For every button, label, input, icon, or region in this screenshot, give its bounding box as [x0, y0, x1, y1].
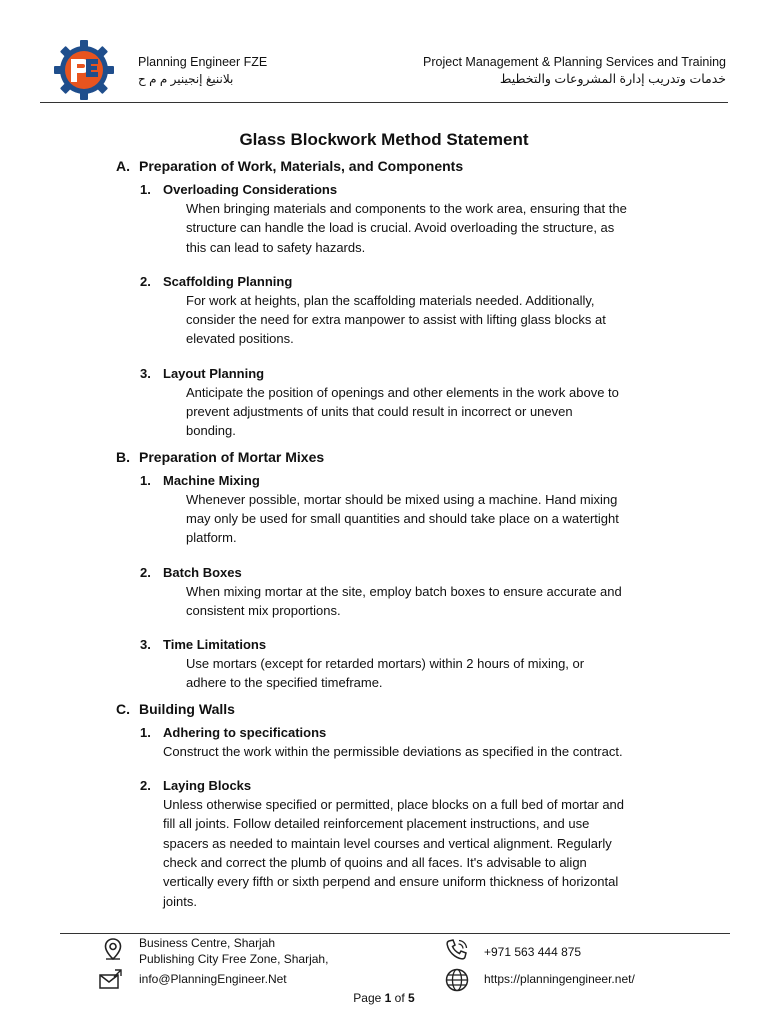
section-title: Preparation of Work, Materials, and Components: [139, 158, 464, 174]
website-link[interactable]: https://planningengineer.net/: [484, 972, 635, 986]
item-heading: [140, 471, 768, 490]
page-total: 5: [408, 991, 415, 1005]
text-line: this can lead to safety hazards.: [186, 239, 366, 255]
envelope-icon: [98, 967, 124, 993]
section-title: Building Walls: [139, 700, 235, 717]
text-line: adhere to the specified timeframe.: [186, 675, 383, 691]
company-logo: [52, 38, 116, 102]
page-current: 1: [384, 991, 392, 1005]
section-heading: [116, 156, 768, 176]
company-name-en: Planning Engineer FZE: [138, 55, 268, 69]
item-title: Laying Blocks: [163, 778, 252, 794]
company-name-ar: بلاننيغ إنجينير م م ح: [138, 72, 234, 86]
page-of-label: of: [394, 991, 405, 1005]
item-number: 1.: [140, 724, 151, 740]
item-body: [186, 582, 682, 621]
text-line: Unless otherwise specified or permitted, place blocks on a full bed of mortar and: [163, 797, 625, 813]
page-label: Page: [353, 991, 382, 1005]
item-number: 2.: [140, 564, 151, 580]
list-item: [0, 471, 768, 548]
list-item: [0, 272, 768, 349]
section-heading: [116, 447, 768, 467]
section-a: [0, 156, 768, 441]
item-body: [186, 490, 682, 548]
item-heading: [140, 272, 768, 291]
text-line: Anticipate the position of openings and other elements in the work above to: [186, 384, 619, 400]
globe-icon: [444, 967, 470, 993]
document-title: Glass Blockwork Method Statement: [239, 130, 529, 149]
section-heading: [116, 699, 768, 719]
item-number: 3.: [140, 365, 151, 381]
item-title: Scaffolding Planning: [163, 273, 293, 289]
item-body: [186, 383, 682, 441]
item-body: [186, 654, 682, 693]
list-item: [0, 635, 768, 693]
list-item: [0, 180, 768, 257]
location-pin-icon: [100, 937, 126, 963]
text-line: When mixing mortar at the site, employ batch boxes to ensure accurate and: [186, 583, 622, 599]
item-heading: [140, 180, 768, 199]
text-line: elevated positions.: [186, 331, 294, 347]
item-body: [163, 795, 683, 911]
phone-number[interactable]: +971 563 444 875: [484, 945, 582, 959]
item-body: [186, 291, 682, 349]
list-item: [0, 723, 768, 761]
header-divider: [40, 102, 728, 103]
footer-divider: [60, 933, 730, 934]
text-line: vertically every fifth or sixth perpend and ensure uniform thickness of horizontal: [163, 874, 619, 890]
section-title: Preparation of Mortar Mixes: [139, 448, 325, 465]
list-item: [0, 364, 768, 441]
text-line: bonding.: [186, 423, 236, 439]
text-line: check and correct the plumb of quoins and all faces. It's advisable to align: [163, 854, 587, 870]
item-number: 2.: [140, 273, 151, 289]
text-line: For work at heights, plan the scaffolding materials needed. Additionally,: [186, 292, 595, 308]
item-title: Layout Planning: [163, 365, 265, 381]
text-line: structure can handle the load is crucial. Avoid overloading the structure, as: [186, 220, 615, 236]
text-line: consider the need for extra manpower to assist with lifting glass blocks at: [186, 312, 606, 328]
item-number: 1.: [140, 472, 151, 488]
phone-icon: [444, 937, 470, 963]
item-title: Time Limitations: [163, 637, 267, 653]
text-line: prevent adjustments of units that could result in incorrect or uneven: [186, 404, 573, 420]
item-heading: [140, 563, 768, 582]
item-number: 2.: [140, 778, 151, 794]
item-body: [163, 742, 683, 761]
item-title: Batch Boxes: [163, 564, 242, 580]
item-heading: [140, 364, 768, 383]
text-line: may only be used for small quantities and should take place on a watertight: [186, 510, 619, 526]
text-line: Use mortars (except for retarded mortars) within 2 hours of mixing, or: [186, 656, 585, 672]
section-b: [0, 447, 768, 693]
email-link[interactable]: info@PlanningEngineer.Net: [139, 972, 287, 986]
text-line: Construct the work within the permissible deviations as specified in the contract.: [163, 743, 623, 759]
text-line: When bringing materials and components to the work area, ensuring that the: [186, 201, 627, 216]
section-c: [0, 699, 768, 911]
document-body: [0, 156, 768, 911]
item-body: [186, 199, 682, 257]
item-title: Adhering to specifications: [163, 724, 327, 740]
item-title: Overloading Considerations: [163, 182, 338, 197]
page-number: [0, 991, 768, 1005]
address-block: [139, 935, 328, 967]
text-line: spacers as needed to maintain level courses and vertical alignment. Regularly: [163, 835, 612, 851]
list-item: [0, 776, 768, 911]
section-letter: C.: [116, 700, 130, 717]
services-en: Project Management & Planning Services and Training: [423, 55, 726, 69]
services-ar: خدمات وتدريب إدارة المشروعات والتخطيط: [499, 72, 726, 86]
item-title: Machine Mixing: [163, 472, 260, 488]
item-number: 3.: [140, 637, 151, 653]
item-heading: [140, 776, 768, 795]
address-line: Publishing City Free Zone, Sharjah,: [139, 952, 329, 966]
text-line: fill all joints. Follow detailed reinforcement placement instructions, and use: [163, 816, 590, 832]
text-line: Whenever possible, mortar should be mixed using a machine. Hand mixing: [186, 491, 618, 507]
address-line: Business Centre, Sharjah: [139, 936, 276, 950]
item-heading: [140, 723, 768, 742]
company-name-block: [138, 54, 267, 88]
item-heading: [140, 635, 768, 654]
item-number: 1.: [140, 182, 151, 197]
text-line: joints.: [163, 893, 197, 909]
section-letter: B.: [116, 448, 130, 465]
section-letter: A.: [116, 158, 130, 174]
text-line: consistent mix proportions.: [186, 602, 341, 618]
list-item: [0, 563, 768, 621]
services-block: [423, 54, 726, 88]
text-line: platform.: [186, 530, 237, 546]
